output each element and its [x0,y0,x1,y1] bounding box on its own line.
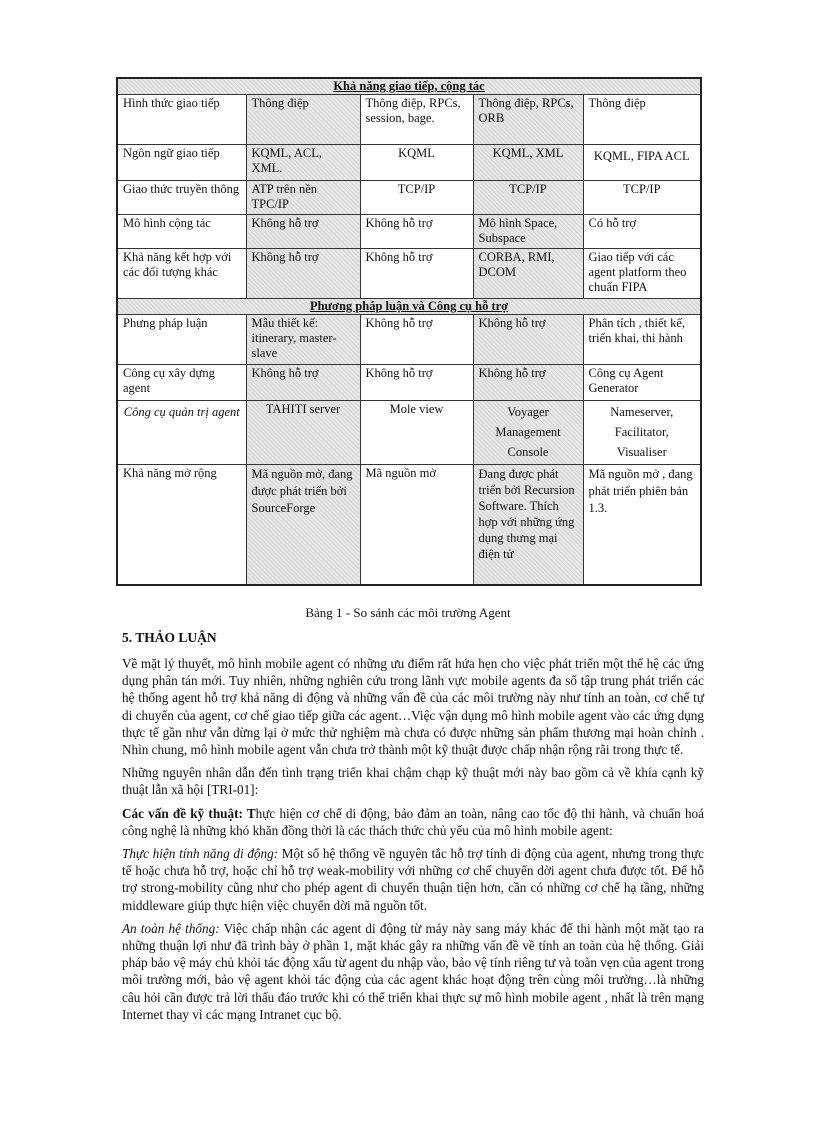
paragraph-lead: An toàn hệ thống: [122,920,220,936]
row-label: Mô hình cộng tác [117,215,246,249]
section-header-row [117,299,701,315]
table-cell: Phân tích , thiết kế, triển khai, thi hành [583,315,701,365]
paragraph-lead: Các vấn đề kỹ thuật: T [122,805,256,821]
table-cell: Mole view [360,401,473,465]
row-label: Phưng pháp luận [117,315,246,365]
table-cell: Không hỗ trợ [473,315,583,365]
table-cell: Thông điệp, RPCs, ORB [473,95,583,145]
table-cell: Giao tiếp với các agent platform theo chuẩn FIPA [583,249,701,299]
row-label: Khả năng kết hợp với các đối tượng khác [117,249,246,299]
table-cell: Thông điệp, RPCs, session, bage. [360,95,473,145]
table-cell: CORBA, RMI, DCOM [473,249,583,299]
table-cell: ATP trên nền TPC/IP [246,181,360,215]
table-row [117,145,701,181]
table-row [117,365,701,401]
paragraph: Những nguyên nhân dẫn đến tình trạng triển khai chậm chạp kỹ thuật mới này bao gồm cả về khía cạnh kỹ thuật lẫn xã hội [TRI-01]: [122,765,704,798]
table-row [117,215,701,249]
table-cell: Mẫu thiết kế: itinerary, master-slave [246,315,360,365]
table-cell: Công cụ Agent Generator [583,365,701,401]
section-heading: 5. THẢO LUẬN [122,630,217,645]
body-text [122,655,704,1029]
table-row [117,249,701,299]
table-cell: KQML, FIPA ACL [583,145,701,181]
table-cell: KQML, ACL, XML. [246,145,360,181]
table-cell: Mã nguồn mở , đang phát triển phiên bản 1.3. [583,465,701,585]
section-title-methodology: Phương pháp luận và Công cụ hỗ trợ [117,299,701,315]
table-cell: KQML, XML [473,145,583,181]
paragraph-body: Việc chấp nhận các agent di động từ máy này sang máy khác để thi hành một mặt tạo ra những thuận lợi như đã trình bày ở phần 1, mặt khác gây ra những vấn đề về tính an toàn của hệ thống. Giải pháp bảo vệ máy chủ khỏi tác động xấu từ agent du nhập vào, bảo vệ tính riêng tư và toàn vẹn của agent trong môi trường mới, bảo vệ agent khỏi tác động của các agent khác hoạt động trên cùng môi trường…là những câu hỏi cần được trả lời thấu đáo trước khi có thể triển khai thực sự mô hình mobile agent , nhất là trên mạng Internet thay vì các mạng Intranet cục bộ. [122,920,704,1022]
paragraph-body: hực hiện cơ chế di động, bảo đảm an toàn, nâng cao tốc độ thi hành, và chuẩn hoá công nghệ là những khó khăn đồng thời là các thách thức chủ yếu của mô hình mobile agent: [122,805,704,838]
table-cell: Không hỗ trợ [360,365,473,401]
table-row [117,315,701,365]
table-cell: Nameserver, Facilitator, Visualiser [583,401,701,465]
row-label: Giao thức truyền thông [117,181,246,215]
table-cell: Có hỗ trợ [583,215,701,249]
row-label: Công cụ quản trị agent [117,401,246,465]
table-cell: TCP/IP [473,181,583,215]
paragraph-body: Một số hệ thống về nguyên tắc hỗ trợ tính di động của agent, nhưng trong thực tế hoặc chưa hỗ trợ, hoặc chỉ hỗ trợ weak-mobility với những cơ chế chuyển dời agent chưa được tốt. Để hỗ trợ strong-mobility cũng như cho phép agent di chuyển thuận tiện hơn, cần có những cơ chế hạ tầng, những middleware giúp thực hiện việc chuyển dời mã nguồn tốt. [122,846,704,913]
table-cell: TCP/IP [583,181,701,215]
table-cell: Không hỗ trợ [246,249,360,299]
table-cell: Mã nguồn mở, đang được phát triển bởi SourceForge [246,465,360,585]
table-row [117,401,701,465]
row-label: Ngôn ngữ giao tiếp [117,145,246,181]
table-cell: Voyager Management Console [473,401,583,465]
table-cell: KQML [360,145,473,181]
section-header-row [117,78,701,95]
paragraph-lead: Thực hiện tính năng di động: [122,846,279,862]
table-cell: Không hỗ trợ [360,249,473,299]
table-row [117,465,701,585]
table-cell: Mã nguồn mở [360,465,473,585]
table-cell: Thông điệp [246,95,360,145]
paragraph [122,845,704,914]
paragraph [122,805,704,839]
table-cell: TAHITI server [246,401,360,465]
table-cell: Không hỗ trợ [473,365,583,401]
comparison-table [116,77,702,586]
table-cell: Không hỗ trợ [246,215,360,249]
row-label: Hình thức giao tiếp [117,95,246,145]
row-label: Khả năng mở rộng [117,465,246,585]
table-cell: Không hỗ trợ [360,215,473,249]
table-caption: Bảng 1 - So sánh các môi trường Agent [305,605,511,620]
row-label: Công cụ xây dựng agent [117,365,246,401]
table-cell: Không hỗ trợ [360,315,473,365]
paragraph [122,920,704,1023]
table-cell: Mô hình Space, Subspace [473,215,583,249]
table-cell: Đang được phát triển bởi Recursion Software. Thích hợp với những ứng dụng thưng mại điện tử [473,465,583,585]
table-row [117,95,701,145]
section-title-communication: Khả năng giao tiếp, cộng tác [117,78,701,95]
table-row [117,181,701,215]
table-cell: Thông điệp [583,95,701,145]
table-cell: TCP/IP [360,181,473,215]
table-cell: Không hỗ trợ [246,365,360,401]
paragraph: Về mặt lý thuyết, mô hình mobile agent có những ưu điểm rất hứa hẹn cho việc phát triển một thế hệ các ứng dụng phân tán mới. Tuy nhiên, những nghiên cứu trong lãnh vực mobile agents đa số tập trung phát triển các hệ thống agent hỗ trợ khả năng di động và những vấn đề của các môi trường này như tính an toàn, cơ chế tự di chuyển của agent, cơ chế giao tiếp giữa các agent…Việc vận dụng mô hình mobile agent vào các ứng dụng thực tế gần như vẫn dừng lại ở mức thử nghiệm mà chưa có được những sản phẩm thương mại hoàn chỉnh . Nhìn chung, mô hình mobile agent vẫn chưa trở thành một kỹ thuật được chấp nhận rộng rãi trong thực tế. [122,656,704,758]
